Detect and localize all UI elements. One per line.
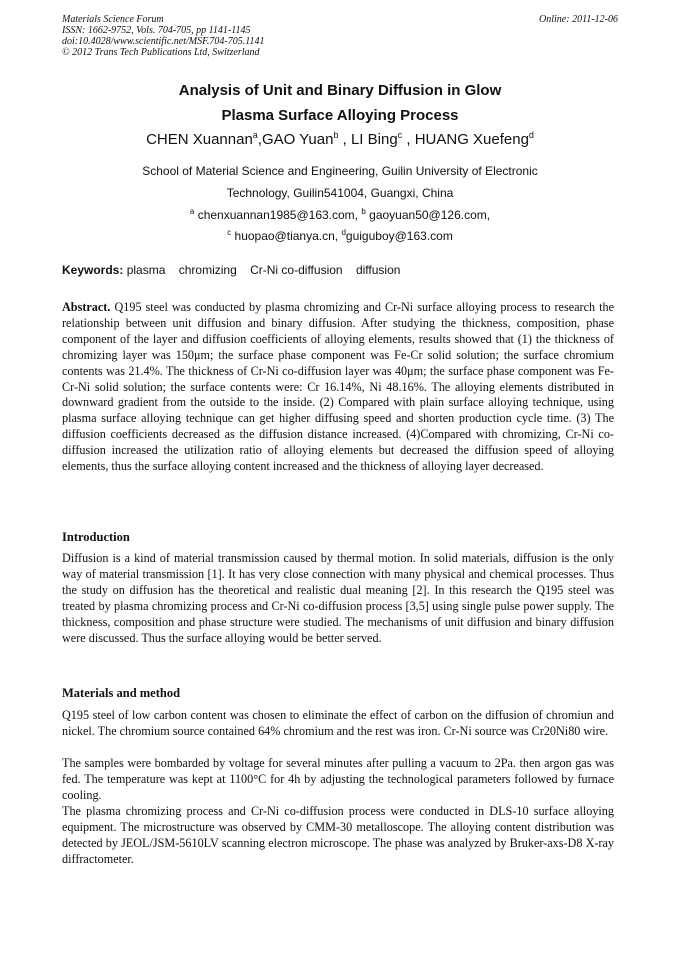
- journal-name: Materials Science Forum: [62, 14, 164, 25]
- email-mark: c: [227, 228, 232, 237]
- keyword: chromizing: [178, 263, 237, 277]
- email-address[interactable]: huopao@tianya.cn,: [234, 229, 339, 243]
- abstract-paragraph: [62, 300, 614, 475]
- author-affil-mark: b: [333, 130, 339, 140]
- email-address[interactable]: chenxuannan1985@163.com,: [197, 208, 359, 222]
- abstract-text: Q195 steel was conducted by plasma chromizing and Cr-Ni surface alloying process to research the relationship between unit diffusion and binary diffusion. After studying the thickness, composition, phase component of the layer and diffusion coefficients of alloying elements, results showed that (1) the thickness of chromizing layer was 150μm; the surface phase component was Fe-Cr solid solution; the surface chromium contents was 21.4%. The thickness of Cr-Ni co-diffusion layer was 40μm; the surface phase component was Fe-Cr-Ni solid solution; the surface contents were: Cr 16.14%, Ni 48.16%. The alloying elements distributed in downward gradient from the outside to the inside. (2) Compared with plain surface alloying technique, using plasma surface alloying technique can get higher diffusing speed and shorten production cycle time. (3) The diffusion coefficients decreased as the diffusion distance increased. (4)Compared with chromizing, Cr-Ni co-diffusion increased the utilization ratio of alloying elements but decreased the diffusion speed of alloying elements, thus the surface alloying content increased and the thickness of alloying layer decreased.: [62, 300, 615, 474]
- methods-paragraph-2: The samples were bombarded by voltage for several minutes after pulling a vacuum to 2Pa. then argon gas was fed. The temperature was kept at 1100°C for 4h by adjusting the technological parameters followed by furnace cooling.: [62, 756, 614, 802]
- methods-paragraph-3: The plasma chromizing process and Cr-Ni co-diffusion process were conducted in DLS-10 surface alloying equipment. The microstructure was observed by CMM-30 metalloscope. The alloying content distribution was detected by JEOL/JSM-5610LV scanning electron microscope. The phase was analyzed by Bruker-axs-D8 X-ray diffractometer.: [62, 804, 614, 866]
- email-line-1: [62, 208, 618, 222]
- keyword: Cr-Ni co-diffusion: [250, 263, 343, 277]
- author-separator: ,: [402, 131, 415, 148]
- author-name: HUANG Xuefeng: [414, 131, 529, 148]
- keyword: diffusion: [355, 263, 401, 277]
- online-date: Online: 2011-12-06: [539, 14, 618, 25]
- author-separator: ,: [257, 131, 262, 148]
- doi-line: doi:10.4028/www.scientific.net/MSF.704-705.1141: [62, 36, 265, 47]
- author-name: GAO Yuan: [261, 131, 334, 148]
- affiliation-line-1: School of Material Science and Engineering, Guilin University of Electronic: [142, 164, 538, 178]
- email-address[interactable]: guiguboy@163.com: [345, 229, 453, 243]
- issn-line: ISSN: 1662-9752, Vols. 704-705, pp 1141-1145: [62, 25, 251, 36]
- introduction-heading: Introduction: [62, 530, 130, 544]
- introduction-paragraph: Diffusion is a kind of material transmission caused by thermal motion. In solid materials, diffusion is the only way of material transmission [1]. It has very close connection with many physical and chemical processes. Thus the study on diffusion has the theoretical and realistic dual meaning [2]. In this research the Q195 steel was treated by plasma chromizing process and Cr-Ni co-diffusion process [3,5] using single pulse power supply. The thickness, composition and phase structure were studied. The mechanisms of unit diffusion and binary diffusion were discussed. Thus the surface alloying would be better served.: [62, 551, 614, 645]
- paper-title-line-2: Plasma Surface Alloying Process: [221, 107, 459, 124]
- author-affil-mark: d: [528, 130, 534, 140]
- keywords-label: Keywords:: [62, 263, 124, 277]
- author-name: CHEN Xuannan: [146, 131, 253, 148]
- keyword: plasma: [126, 263, 166, 277]
- keywords-line: [62, 263, 400, 277]
- email-mark: b: [361, 207, 366, 216]
- email-mark: d: [341, 228, 346, 237]
- email-mark: a: [189, 207, 195, 216]
- author-name: LI Bing: [350, 131, 398, 148]
- affiliation-line-2: Technology, Guilin541004, Guangxi, China: [226, 186, 454, 200]
- author-affil-mark: a: [252, 130, 258, 140]
- methods-heading: Materials and method: [62, 686, 181, 700]
- copyright-line: © 2012 Trans Tech Publications Ltd, Switzerland: [62, 47, 260, 58]
- author-affil-mark: c: [397, 130, 403, 140]
- author-list: [62, 131, 618, 148]
- methods-paragraph-1: Q195 steel of low carbon content was chosen to eliminate the effect of carbon on the diffusion of chromiun and nickel. The chromium source contained 64% chromium and the rest was iron. Cr-Ni source was Cr20Ni80 wire.: [62, 708, 614, 738]
- email-line-2: [62, 229, 618, 243]
- paper-title-line-1: Analysis of Unit and Binary Diffusion in Glow: [178, 82, 502, 99]
- abstract-label: Abstract.: [62, 300, 111, 314]
- author-separator: ,: [338, 131, 351, 148]
- email-address[interactable]: gaoyuan50@126.com,: [369, 208, 491, 222]
- publication-metadata: [62, 14, 618, 58]
